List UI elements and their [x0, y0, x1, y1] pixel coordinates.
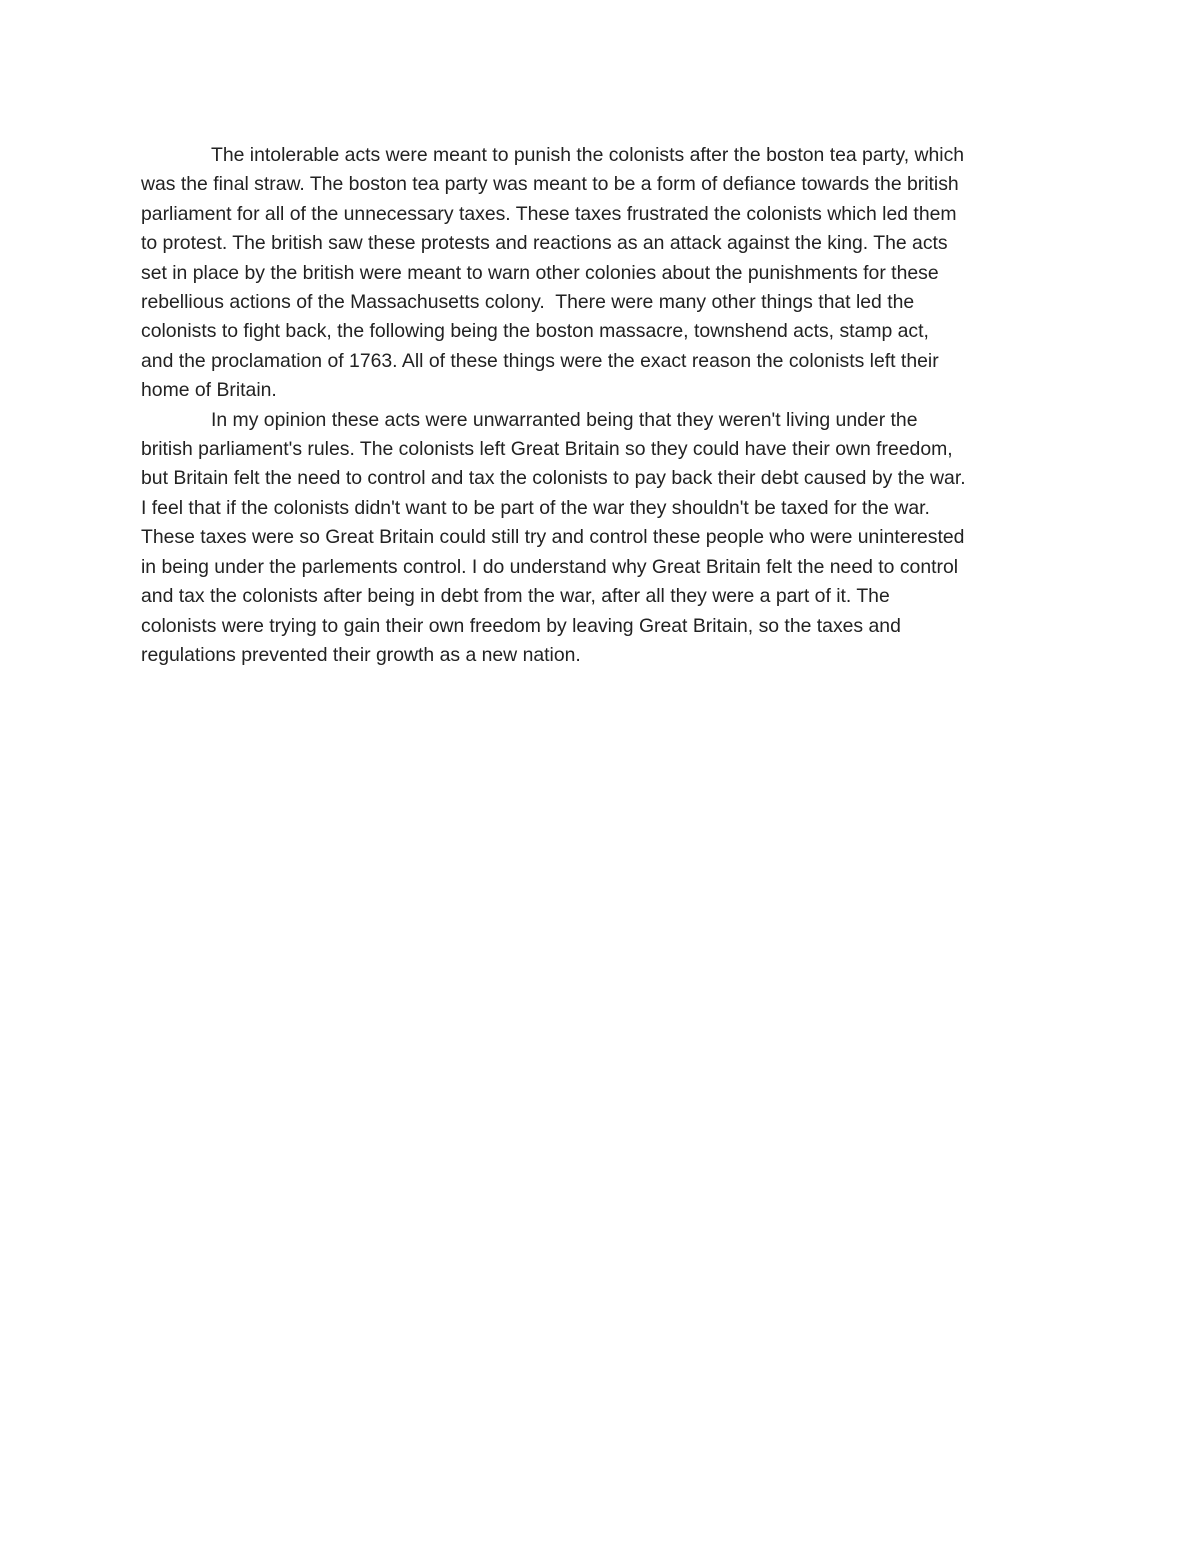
paragraph-line: parliament for all of the unnecessary taxes. These taxes frustrated the colonists which led them	[141, 202, 957, 225]
paragraph-line: set in place by the british were meant to warn other colonies about the punishments for these	[141, 261, 939, 284]
paragraph-1	[141, 141, 1061, 406]
paragraph-2	[141, 406, 1061, 671]
paragraph-line: home of Britain.	[141, 379, 277, 402]
paragraph-line: colonists were trying to gain their own freedom by leaving Great Britain, so the taxes and	[141, 614, 901, 637]
paragraph-line: in being under the parlements control. I do understand why Great Britain felt the need to control	[141, 555, 959, 578]
paragraph-line: but Britain felt the need to control and tax the colonists to pay back their debt caused by the war.	[141, 467, 966, 490]
document-body	[141, 141, 1061, 670]
paragraph-line: rebellious actions of the Massachusetts colony. There were many other things that led the	[141, 291, 915, 314]
paragraph-line: regulations prevented their growth as a new nation.	[141, 643, 581, 666]
paragraph-line: These taxes were so Great Britain could still try and control these people who were uninterested	[141, 526, 965, 549]
paragraph-line: The intolerable acts were meant to punish the colonists after the boston tea party, which	[211, 144, 965, 166]
paragraph-line: In my opinion these acts were unwarranted being that they weren't living under the	[211, 408, 918, 431]
paragraph-line: and the proclamation of 1763. All of these things were the exact reason the colonists left their	[141, 349, 939, 372]
paragraph-line: I feel that if the colonists didn't want to be part of the war they shouldn't be taxed for the war.	[141, 496, 930, 519]
paragraph-line: and tax the colonists after being in debt from the war, after all they were a part of it. The	[141, 585, 890, 608]
paragraph-line: to protest. The british saw these protests and reactions as an attack against the king. The acts	[141, 232, 948, 255]
paragraph-line: was the final straw. The boston tea party was meant to be a form of defiance towards the british	[141, 173, 959, 196]
paragraph-line: british parliament's rules. The colonists left Great Britain so they could have their own freedom,	[141, 438, 953, 461]
paragraph-line: colonists to fight back, the following being the boston massacre, townshend acts, stamp act,	[141, 320, 929, 343]
